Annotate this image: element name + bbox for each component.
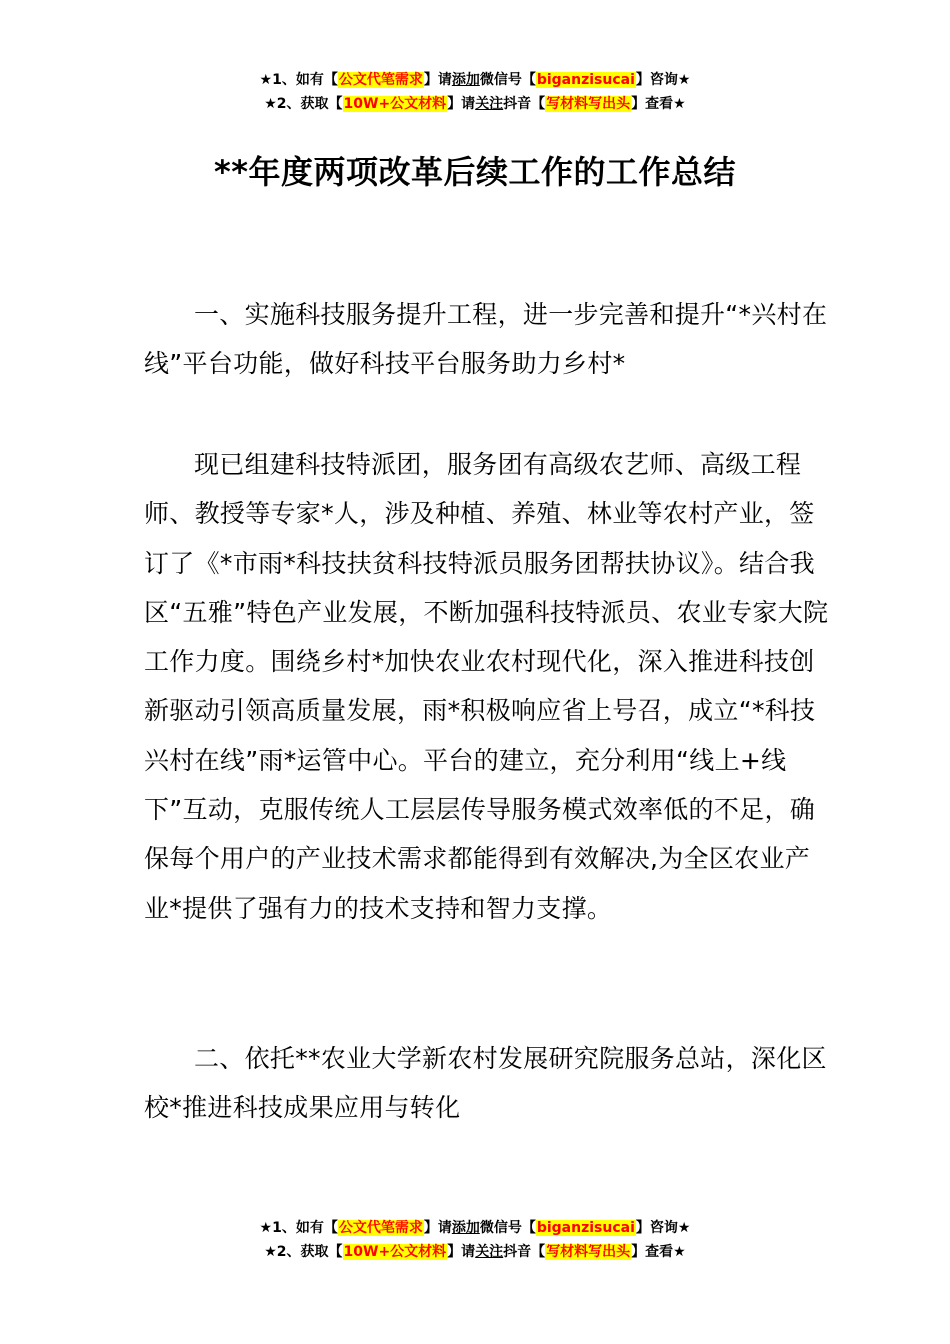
- paragraph-section-1-heading: 一、实施科技服务提升工程，进一步完善和提升“*兴村在线”平台功能，做好科技平台服务助力乡村*: [144, 300, 828, 379]
- banner-line-2: [0, 1240, 950, 1264]
- banner-text: ★2、获取【: [264, 96, 343, 112]
- banner-text: 微信号【: [479, 72, 536, 88]
- highlight-wechat-id: biganzisucai: [536, 1220, 635, 1236]
- highlight-douyin-account: 写材料写出头: [546, 96, 631, 112]
- banner-underline: 添加: [451, 72, 480, 88]
- banner-text: 】查看★: [631, 96, 686, 112]
- banner-line-2: [0, 92, 950, 116]
- paragraph-section-2-heading: 二、依托**农业大学新农村发展研究院服务总站，深化区校*推进科技成果应用与转化: [144, 1044, 827, 1123]
- header-banner: [0, 68, 950, 116]
- banner-text: 抖音【: [503, 1244, 546, 1260]
- banner-text: ★2、获取【: [264, 1244, 343, 1260]
- banner-underline: 添加: [451, 1220, 480, 1236]
- highlight-wechat-id: biganzisucai: [536, 72, 635, 88]
- banner-text: 】请: [447, 1244, 476, 1260]
- banner-text: 】咨询★: [635, 72, 691, 88]
- highlight-service: 公文代笔需求: [338, 1220, 423, 1236]
- highlight-douyin-account: 写材料写出头: [546, 1244, 631, 1260]
- highlight-materials: 10W+公文材料: [343, 1244, 447, 1260]
- banner-line-1: [0, 1216, 950, 1240]
- banner-text: 微信号【: [479, 1220, 536, 1236]
- banner-text: ★1、如有【: [259, 1220, 338, 1236]
- banner-text: 】咨询★: [635, 1220, 691, 1236]
- paragraph-section-1-body: 现已组建科技特派团，服务团有高级农艺师、高级工程师、教授等专家*人，涉及种植、养殖、林业等农村产业，签订了《*市雨*科技扶贫科技特派员服务团帮扶协议》。结合我区“五雅”特色产业发展，不断加强科技特派员、农业专家大院工作力度。围绕乡村*加快农业农村现代化，深入推进科技创新驱动引领高质量发展，雨*积极响应省上号召，成立“*科技兴村在线”雨*运管中心。平台的建立，充分利用“线上+线下”互动，克服传统人工层层传导服务模式效率低的不足，确保每个用户的产业技术需求都能得到有效解决,为全区农业产业*提供了强有力的技术支持和智力支撑。: [144, 450, 829, 923]
- banner-text: ★1、如有【: [259, 72, 338, 88]
- highlight-materials: 10W+公文材料: [343, 96, 447, 112]
- banner-text: 】请: [447, 96, 476, 112]
- banner-text: 】请: [423, 1220, 452, 1236]
- highlight-service: 公文代笔需求: [338, 72, 423, 88]
- footer-banner: [0, 1216, 950, 1264]
- document-title: **年度两项改革后续工作的工作总结: [214, 153, 736, 191]
- banner-underline: 关注: [475, 1244, 504, 1260]
- banner-underline: 关注: [475, 96, 504, 112]
- banner-text: 】查看★: [631, 1244, 686, 1260]
- banner-text: 抖音【: [503, 96, 546, 112]
- banner-line-1: [0, 68, 950, 92]
- banner-text: 】请: [423, 72, 452, 88]
